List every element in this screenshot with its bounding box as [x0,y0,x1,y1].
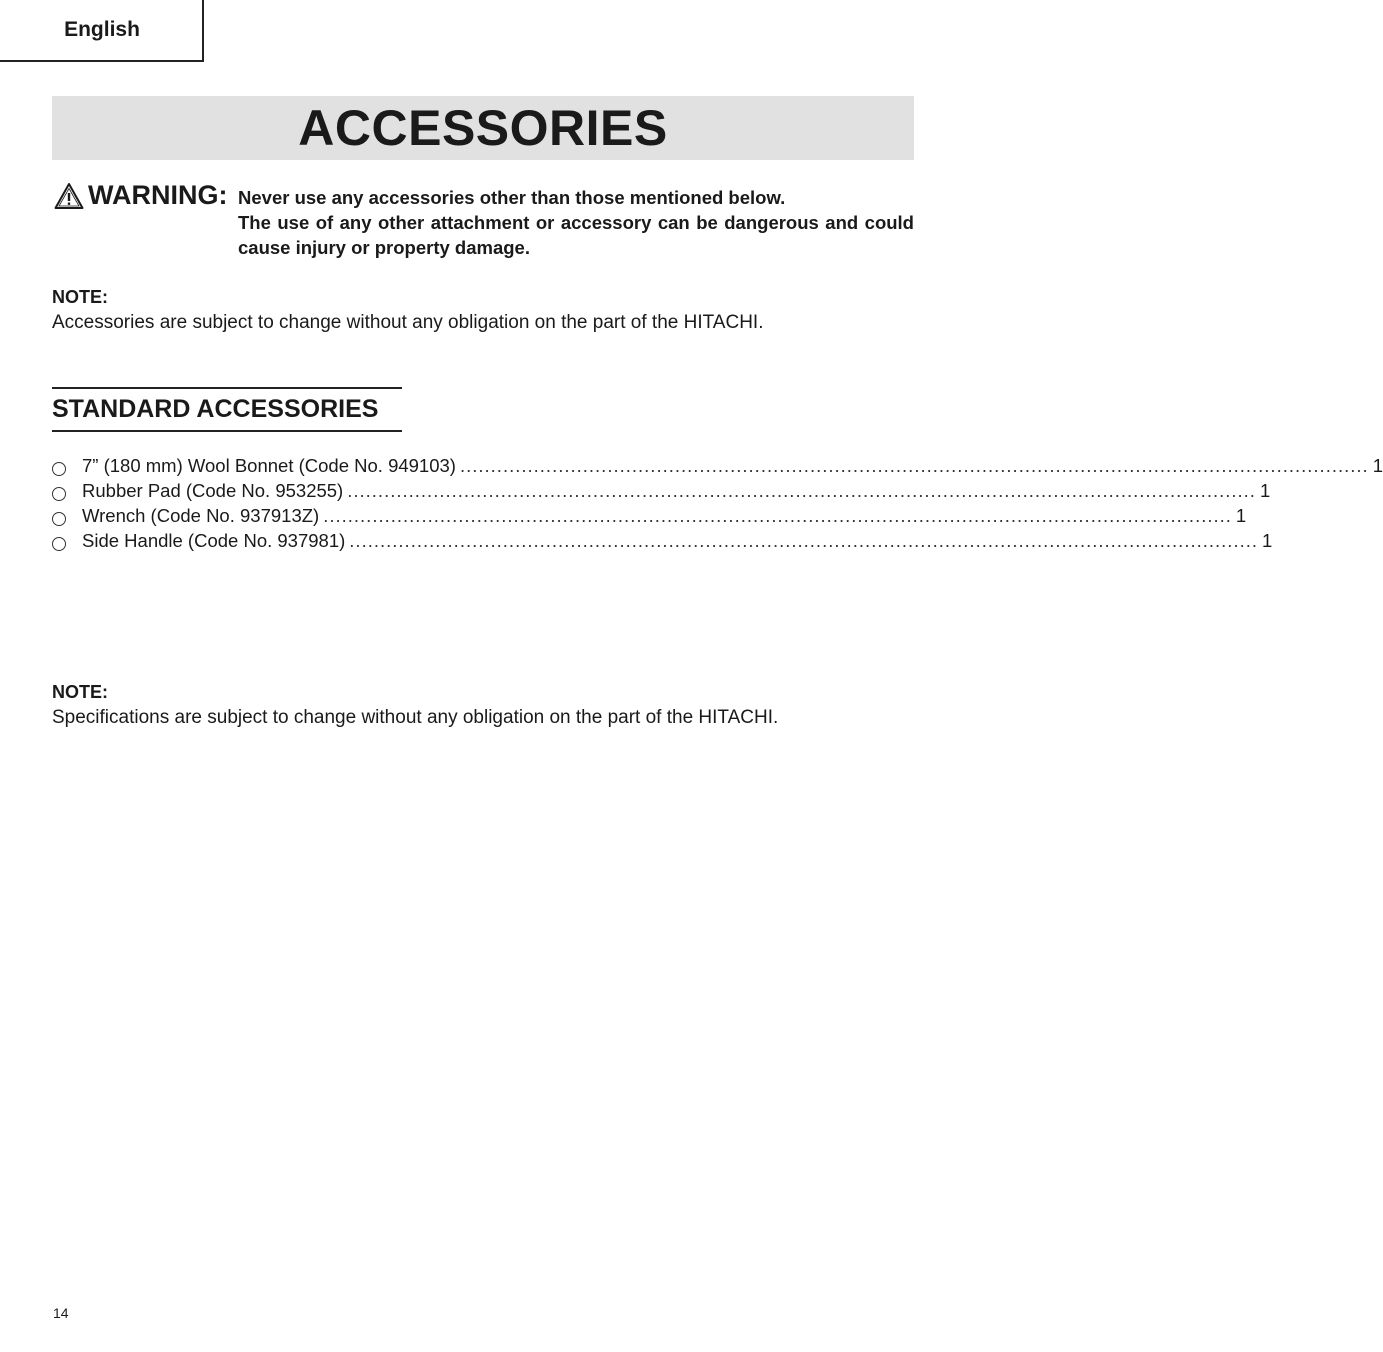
dot-leader: .................................................................................................................................................... [323,505,1232,526]
warning-triangle-icon [54,182,84,210]
list-item [52,530,1273,555]
warning-line-2: The use of any other attachment or accessory can be dangerous and could cause injury or property damage. [238,212,914,258]
note-text: Specifications are subject to change without any obligation on the part of the HITACHI. [52,707,779,728]
accessory-name: 7” (180 mm) Wool Bonnet (Code No. 949103) [82,455,456,476]
dot-leader: .................................................................................................................................................... [347,480,1256,501]
accessory-quantity: 1 [1259,480,1271,501]
circle-bullet-icon [52,537,66,551]
language-tab: English [0,0,204,62]
accessory-quantity: 1 [1372,455,1383,476]
standard-accessories-list [52,455,1383,555]
note-text: Accessories are subject to change without any obligation on the part of the HITACHI. [52,312,764,333]
list-item [52,505,1247,530]
list-item [52,480,1271,505]
page-number: 14 [53,1305,69,1321]
circle-bullet-icon [52,462,66,476]
accessories-note [52,285,932,335]
accessory-name: Side Handle (Code No. 937981) [82,530,346,551]
page-title: ACCESSORIES [52,96,914,160]
warning-label [54,180,227,211]
specifications-note [52,680,932,730]
circle-bullet-icon [52,512,66,526]
standard-accessories-heading: STANDARD ACCESSORIES [52,387,402,432]
circle-bullet-icon [52,487,66,501]
warning-text [238,185,914,260]
dot-leader: .................................................................................................................................................... [459,455,1369,476]
accessory-name: Rubber Pad (Code No. 953255) [82,480,344,501]
dot-leader: .................................................................................................................................................... [349,530,1259,551]
list-item [52,455,1383,480]
accessory-name: Wrench (Code No. 937913Z) [82,505,320,526]
accessory-quantity: 1 [1262,530,1273,551]
accessory-quantity: 1 [1235,505,1247,526]
warning-label-text: WARNING: [88,180,228,210]
note-label: NOTE: [52,287,108,307]
note-label: NOTE: [52,682,108,702]
warning-line-1: Never use any accessories other than those mentioned below. [238,187,786,208]
